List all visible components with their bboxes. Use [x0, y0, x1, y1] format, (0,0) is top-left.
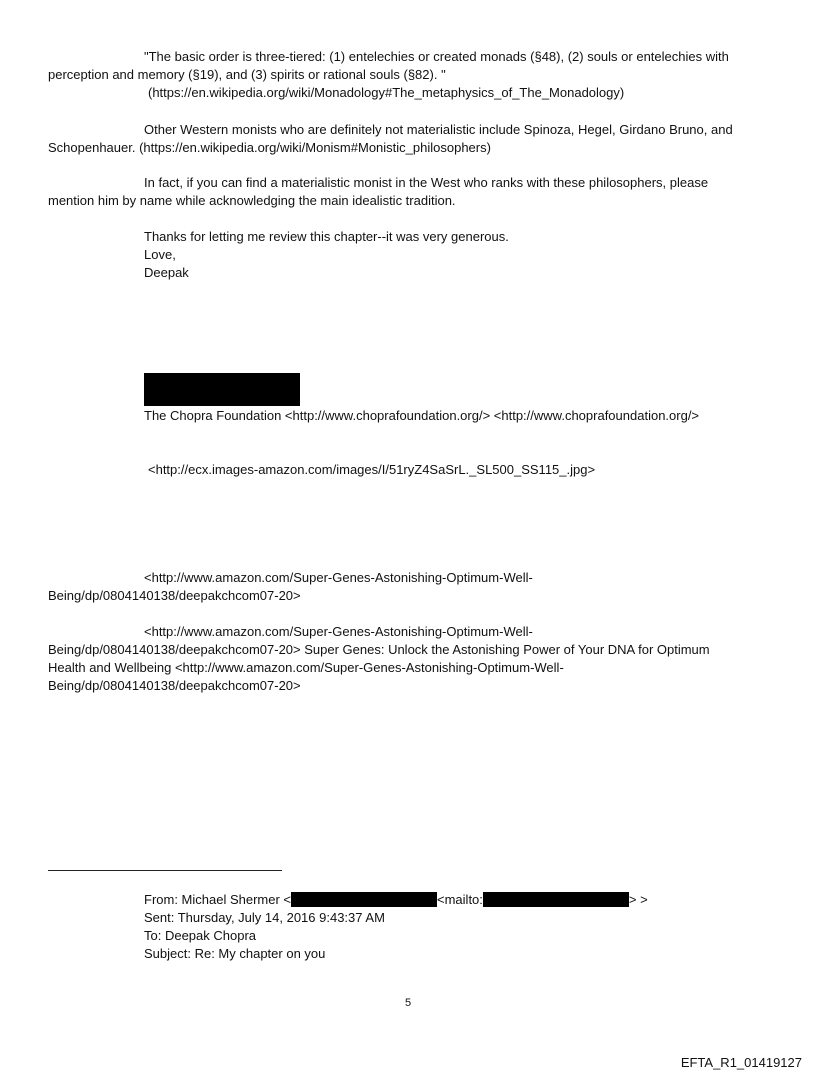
closing-love: Love, [144, 247, 176, 262]
header-sent: Sent: Thursday, July 14, 2016 9:43:37 AM [144, 910, 385, 925]
amazon-link-1-line-1[interactable]: <http://www.amazon.com/Super-Genes-Astonishing-Optimum-Well- [144, 570, 533, 585]
header-to: To: Deepak Chopra [144, 928, 257, 943]
email-header [48, 891, 768, 963]
monists-line-2: Schopenhauer. (https://en.wikipedia.org/wiki/Monism#Monistic_philosophers) [48, 140, 491, 155]
signature-image [48, 461, 768, 479]
monists-line-1: Other Western monists who are definitely not materialistic include Spinoza, Hegel, Girdano Bruno, and [144, 122, 733, 137]
quote-line-1: "The basic order is three-tiered: (1) entelechies or created monads (§48), (2) souls or entelechies with [144, 49, 729, 64]
challenge-paragraph [48, 174, 768, 210]
amazon-link-2-line-3[interactable]: Health and Wellbeing <http://www.amazon.com/Super-Genes-Astonishing-Optimum-Well- [48, 660, 564, 675]
header-from [48, 891, 768, 909]
from-suffix: > > [628, 892, 648, 907]
signature-foundation [48, 407, 768, 425]
closing-name: Deepak [144, 265, 189, 280]
from-prefix: From: Michael Shermer < [144, 892, 292, 907]
amazon-link-1 [48, 569, 768, 605]
quote-line-2: perception and memory (§19), and (3) spirits or rational souls (§82). " [48, 67, 446, 82]
image-link[interactable]: <http://ecx.images-amazon.com/images/I/51ryZ4SaSrL._SL500_SS115_.jpg> [148, 462, 596, 477]
challenge-line-2: mention him by name while acknowledging the main idealistic tradition. [48, 193, 456, 208]
challenge-line-1: In fact, if you can find a materialistic monist in the West who ranks with these philosophers, please [144, 175, 709, 190]
amazon-link-2-line-2[interactable]: Being/dp/0804140138/deepakchcom07-20> Super Genes: Unlock the Astonishing Power of Your DNA for Optimum [48, 642, 710, 657]
email-separator [48, 870, 282, 871]
mailto-prefix: <mailto: [437, 892, 483, 907]
quote-paragraph [48, 48, 768, 102]
quote-source-link: (https://en.wikipedia.org/wiki/Monadology#The_metaphysics_of_The_Monadology) [148, 85, 625, 100]
amazon-link-2-line-1[interactable]: <http://www.amazon.com/Super-Genes-Astonishing-Optimum-Well- [144, 624, 533, 639]
from-email-redaction [291, 892, 437, 907]
foundation-link[interactable]: The Chopra Foundation <http://www.choprafoundation.org/> <http://www.choprafoundation.org/> [144, 408, 700, 423]
amazon-link-2 [48, 623, 768, 695]
page-number: 5 [404, 997, 412, 1009]
mailto-email-redaction [483, 892, 629, 907]
header-subject: Subject: Re: My chapter on you [144, 946, 326, 961]
document-id: EFTA_R1_01419127 [680, 1055, 802, 1070]
closing-thanks: Thanks for letting me review this chapter--it was very generous. [144, 229, 509, 244]
amazon-link-2-line-4[interactable]: Being/dp/0804140138/deepakchcom07-20> [48, 678, 301, 693]
signature-redaction [144, 373, 300, 406]
amazon-link-1-line-2[interactable]: Being/dp/0804140138/deepakchcom07-20> [48, 588, 301, 603]
closing [48, 228, 768, 282]
monists-paragraph [48, 121, 768, 157]
